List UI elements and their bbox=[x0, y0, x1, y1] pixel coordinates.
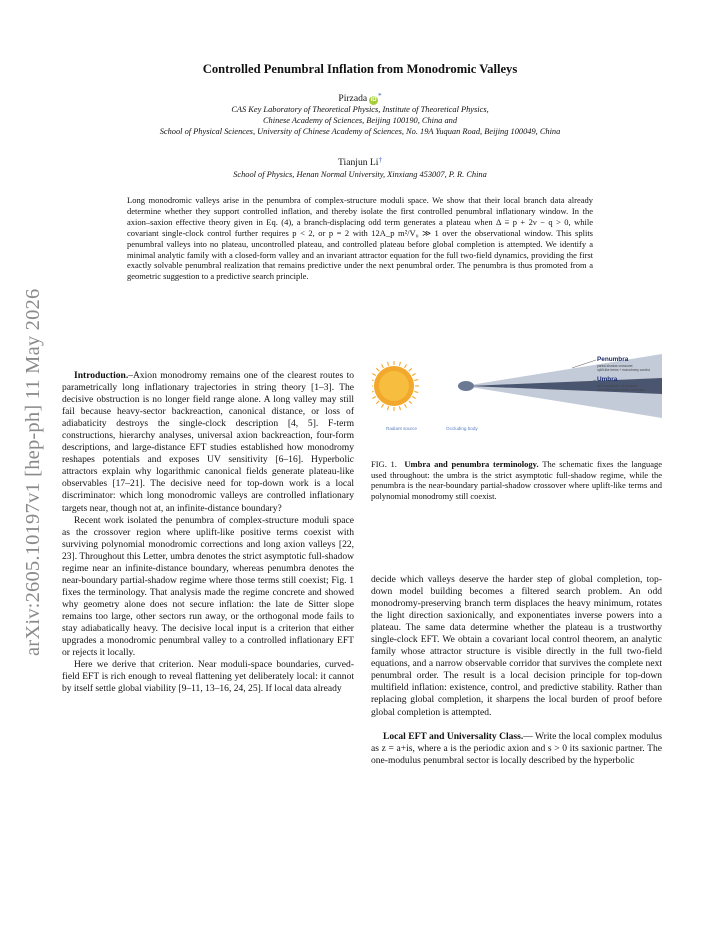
caption-text: The schematic fixes the language used throughout: the umbra is the strict asymptotic full-shadow regime, while the penumbra is the near-boundary partial-shadow crossover where uplift-like terms and polynomial monodromy still coexist. bbox=[371, 459, 662, 501]
figure-caption bbox=[371, 459, 662, 501]
penumbra-label: Penumbra bbox=[597, 356, 629, 363]
author-footnote-mark[interactable]: † bbox=[378, 156, 382, 164]
sun-ray bbox=[372, 397, 375, 399]
sun-ray bbox=[388, 362, 389, 366]
author-name: Tianjun Li bbox=[338, 157, 379, 168]
sun-icon bbox=[372, 361, 419, 411]
author-2 bbox=[60, 156, 660, 168]
sun-ray bbox=[382, 364, 384, 367]
sun-ray bbox=[372, 391, 374, 392]
sun-ray bbox=[372, 380, 374, 381]
sun-ray bbox=[399, 362, 400, 366]
sun-ray bbox=[405, 404, 407, 407]
sun-ray bbox=[409, 368, 412, 371]
abstract: Long monodromic valleys arise in the penumbra of complex-structure moduli space. We show that their local branch data already determine whether they support controlled inflation, and thereby isolate the first controlled penumbral inflationary window. In the axion–saxion effective theory given in Eq. (4), a branch-displacing odd term generates a plateau when Δ ≡ p + 2ν − q > 0, while covariant single-clock control further requires p < 2, or p = 2 with 12A_p m²/V₀ ≫ 1 over the observational window. This splits penumbral valleys into no plateau, uncontrolled plateau, and controlled plateau before global completion is attempted. We identify a minimal analytic family with a closed-form valley and an invariant attractor equation for the full two-field dynamics, providing the first exactly solvable penumbral realization that remains predictive under the next penumbral order. The penumbra is thus promoted from a geometric suggestion to a predictive search principle. bbox=[127, 195, 593, 282]
orcid-icon[interactable]: iD bbox=[370, 97, 377, 103]
penumbra-desc-2: uplift-like terms + monodromy coexist bbox=[597, 368, 650, 372]
umbra-desc-2: boundary backreaction dominates bbox=[597, 388, 645, 392]
paragraph-local-eft: Local EFT and Universality Class.— Write the local complex modulus as z = a+is, where a is the periodic axion and s > 0 its saxionic partner. The one-modulus penumbral sector is locally described by the hyperbolic bbox=[371, 730, 662, 766]
left-column bbox=[62, 370, 354, 695]
sun-ray bbox=[405, 364, 407, 367]
figure-umbra-penumbra bbox=[372, 346, 662, 436]
author-name: Pirzada bbox=[338, 93, 368, 104]
affiliation-1: CAS Key Laboratory of Theoretical Physics, Institute of Theoretical Physics, Chinese Academy of Sciences, Beijing 100190, China and School of Physical Sciences, University of Chinese Academy of Sciences, No. 19A Yuquan Road, Beijing 100049, China bbox=[159, 105, 561, 136]
caption-label: FIG. 1. bbox=[371, 459, 397, 469]
occluding-body bbox=[458, 381, 474, 391]
paragraph: Here we derive that criterion. Near moduli-space boundaries, curved-field EFT is rich enough to reveal flattening yet deliberately local: it cannot by itself settle global viability [9–11, 13–16, 24, 25]. If local data already bbox=[62, 659, 354, 695]
sun-ray bbox=[372, 374, 375, 376]
umbra-label: Umbra bbox=[597, 376, 618, 383]
sun-ray bbox=[409, 401, 412, 404]
penumbra-desc-1: partial-shadow crossover; bbox=[597, 364, 634, 368]
sun-ray bbox=[414, 380, 418, 381]
sun-ray bbox=[412, 374, 415, 376]
sun-ray bbox=[388, 406, 389, 410]
paragraph-introduction: Introduction.–Axion monodromy remains one of the clearest routes to parametrically long inflationary trajectories in string theory [1–3]. The decisive obstruction is no longer field range alone. A long valley may still fail because heavy-sector backreaction, canonical distance, or loss of adiabaticity destroys the single-clock description [4, 5]. F-term constructions, hierarchy analyses, universal axion backreaction, four-form descriptions, and large-distance EFT studies established how monodromy reshapes potentials and exposes UV sensitivity [6–16]. Hyperbolic attractors explain why logarithmic canonical fields generate plateau-like observables [17–21]. The decisive need for top-down work is a local discriminator: which long monodromic valleys are controlled inflationary targets near, though not at, an infinite-distance boundary? bbox=[62, 370, 354, 514]
umbra-desc-1: strict asymptotic full-shadow; bbox=[597, 384, 638, 388]
paper-title: Controlled Penumbral Inflation from Monodromic Valleys bbox=[202, 62, 518, 76]
right-column bbox=[371, 574, 662, 767]
sun-ray bbox=[376, 368, 379, 371]
paper-page: arXiv:2605.10197v1 [hep-ph] 11 May 2026 Controlled Penumbral Inflation from Monodromic Valleys Pirzada iD * CAS Key Laboratory of Theoretical Physics, Institute of Theoretical Physics, Chinese Academy of Sciences, Beijing 100190, China and School of Physical Sciences, University of Chinese Academy of Sciences, No. 19A Yuquan Road, Beijing 100049, China Tianjun Li† School of Physics, Henan Normal University, Xinxiang 453007, P. R. China Long monodromic valleys arise in the penumbra of complex-structure moduli space. We show that their local branch data already determine whether they support controlled inflation, and thereby isolate the first controlled penumbral inflationary window. In the axion–saxion effective theory given in Eq. (4), a branch-displacing odd term generates a plateau when Δ ≡ p + 2ν − q > 0, while covariant single-clock control further requires p < 2, or p = 2 with 12A_p m²/V₀ ≫ 1 over the observational window. This splits penumbral valleys into no plateau, uncontrolled plateau, and controlled plateau before global completion is attempted. We identify a minimal analytic family with a closed-form valley and an invariant attractor equation for the full two-field dynamics, providing the first exactly solvable penumbral realization that remains predictive under the next penumbral order. The penumbra is thus promoted from a geometric suggestion to a predictive search principle. Introduction.–Axion monodromy remains one of the clearest routes to parametrically long inflationary trajectories in string theory [1–3]. The decisive obstruction is no longer field range alone. A long valley may still fail because heavy-sector backreaction, canonical distance, or loss of adiabaticity destroys the single-clock description [4, 5]. F-term constructions, hierarchy analyses, universal axion backreaction, four-form descriptions, and large-distance EFT studies established how monodromy reshapes potentials and exposes UV sensitivity [6–16]. Hyperbolic attractors explain why logarithmic canonical fields generate plateau-like observables [17–21]. The decisive need for top-down work is a local discriminator: which long monodromic valleys are controlled inflationary targets near, though not at, an infinite-distance boundary? Recent work isolated the penumbra of complex-structure moduli space as the crossover region where uplift-like positive terms coexist with surviving polynomial monodromic corrections and long axion valleys [22, 23]. Throughout this Letter, umbra denotes the strict asymptotic full-shadow regime near an infinite-distance boundary, whereas penumbra denotes the near-boundary partial-shadow regime where those terms still coexist; Fig. 1 fixes the terminology. That analysis made the regime concrete and showed why geometry alone does not secure inflation: the late de Sitter slope remains too large, other sectors run away, or the orthogonal mode fails to stay adiabatically heavy. The decisive local input is a criterion that either upgrades a monodromic penumbral valley to a controlled inflationary EFT or rejects it locally. Here we derive that criterion. Near moduli-space boundaries, curved-field EFT is rich enough to reveal flattening yet deliberately local: it cannot by itself settle global viability [9–11, 13–16, 24, 25]. If local data already Penumbra partial-shadow crossover; uplift-like terms + monodromy coexist Umbra strict asymptotic full-shadow; boundary backreaction dominates Radiant source Occluding body FIG. 1. Umbra and penumbra terminology. The schematic fixes the language used throughout: the umbra is the strict asymptotic full-shadow regime, while the penumbra is the near-boundary partial-shadow crossover where uplift-like terms and polynomial monodromy still coexist. decide which valleys deserve the harder step of global completion, top-down model building becomes a filtered search problem. An odd monodromy-preserving branch term displaces the heavy minimum, rotates the light direction saxionically, and exponentiates inverse powers into a plateau. The same data determine whether the plateau is a trustworthy single-clock EFT. We obtain a covariant local control theorem, an analytic family whose attractor structure is visible directly in the full two-field equations, and a narrow observable corridor that survives the complete next penumbral order. The result is a local decision principle for top-down multifield inflation: existence, control, and predictive stability. Rather than replacing global completion, it sharpens the local burden of proof before global completion is attempted. Local EFT and Universality Class.— Write the local complex modulus as z = a+is, where a is the periodic axion and s > 0 its saxionic partner. The one-modulus penumbral sector is locally described by the hyperbolic bbox=[0, 0, 720, 932]
sun-ray bbox=[412, 397, 415, 399]
sun-ray bbox=[382, 404, 384, 407]
sun-ray bbox=[376, 401, 379, 404]
caption-title: Umbra and penumbra terminology. bbox=[404, 459, 539, 469]
paragraph: Recent work isolated the penumbra of complex-structure moduli space as the crossover region where uplift-like positive terms coexist with surviving polynomial monodromic corrections and long axion valleys [22, 23]. Throughout this Letter, umbra denotes the strict asymptotic full-shadow regime near an infinite-distance boundary, whereas penumbra denotes the near-boundary partial-shadow regime where those terms still coexist; Fig. 1 fixes the terminology. That analysis made the regime concrete and showed why geometry alone does not secure inflation: the late de Sitter slope remains too large, other sectors run away, or the orthogonal mode fails to stay adiabatically heavy. The decisive local input is a criterion that either upgrades a monodromic penumbral valley to a controlled inflationary EFT or rejects it locally. bbox=[62, 514, 354, 659]
sun-ray bbox=[414, 391, 418, 392]
body-label: Occluding body bbox=[446, 426, 478, 431]
source-label: Radiant source bbox=[386, 426, 417, 431]
author-footnote-mark[interactable]: * bbox=[378, 92, 382, 100]
paragraph: decide which valleys deserve the harder step of global completion, top-down model building becomes a filtered search problem. An odd monodromy-preserving branch term displaces the heavy minimum, rotates the light direction saxionically, and exponentiates inverse powers into a plateau. The same data determine whether the plateau is a trustworthy single-clock EFT. We obtain a covariant local control theorem, an analytic family whose attractor structure is visible directly in the full two-field equations, and a narrow observable corridor that survives the complete next penumbral order. The result is a local decision principle for top-down multifield inflation: existence, control, and predictive stability. Rather than replacing global completion, it sharpens the local burden of proof before global completion is attempted. bbox=[371, 574, 662, 718]
sun-ray bbox=[399, 406, 400, 410]
affiliation-2: School of Physics, Henan Normal University, Xinxiang 453007, P. R. China bbox=[233, 170, 487, 179]
